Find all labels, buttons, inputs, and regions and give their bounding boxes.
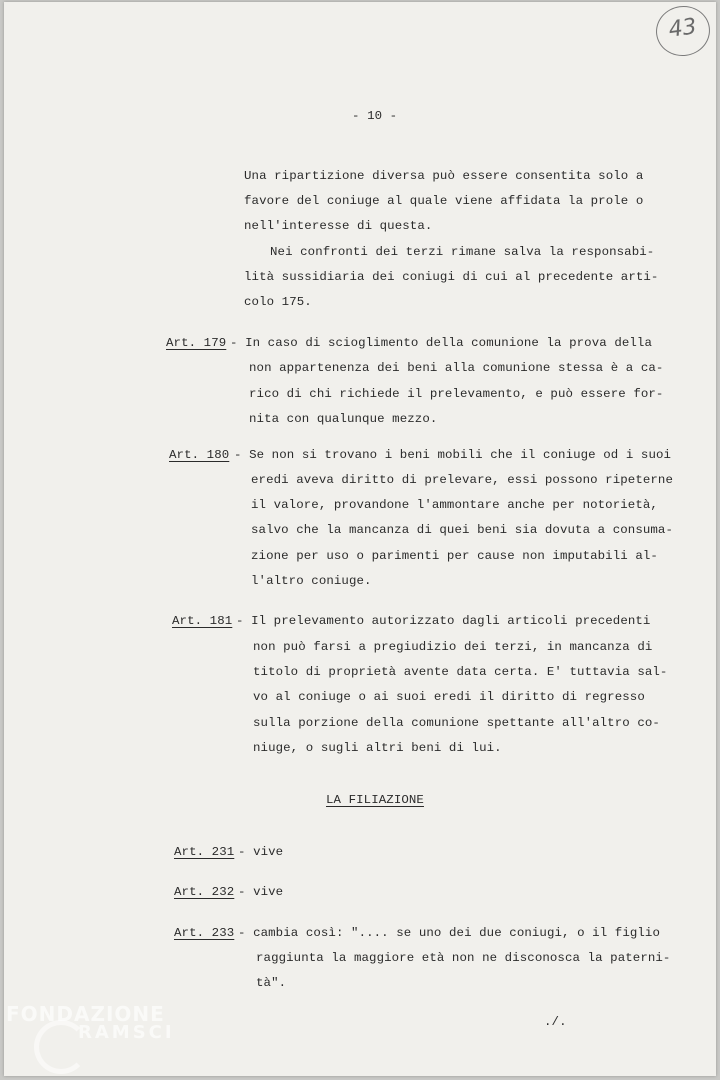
article-line: tà".: [256, 976, 287, 990]
watermark-line1: FONDAZIONE: [6, 1002, 165, 1026]
article-line: non appartenenza dei beni alla comunione stessa è a ca-: [249, 361, 664, 375]
section-title: LA FILIAZIONE: [326, 793, 424, 807]
continuation-mark: ./.: [544, 1015, 567, 1029]
article-line: non può farsi a pregiudizio dei terzi, in mancanza di: [253, 640, 653, 654]
article-line: salvo che la mancanza di quei beni sia dovuta a consuma-: [251, 523, 673, 537]
article-line: zione per uso o parimenti per cause non imputabili al-: [251, 549, 658, 563]
article-line: eredi aveva diritto di prelevare, essi possono ripeterne: [251, 473, 673, 487]
article-line: l'altro coniuge.: [251, 574, 372, 588]
intro-line: Nei confronti dei terzi rimane salva la responsabi-: [270, 245, 655, 259]
watermark-logo: [6, 1002, 186, 1076]
article-label: Art. 233: [174, 926, 235, 940]
intro-line: lità sussidiaria dei coniugi di cui al precedente arti-: [244, 270, 659, 284]
intro-line: favore del coniuge al quale viene affidata la prole o: [244, 194, 644, 208]
archive-stamp: [653, 2, 713, 59]
intro-line: nell'interesse di questa.: [244, 219, 433, 233]
article-line: niuge, o sugli altri beni di lui.: [253, 741, 502, 755]
article-line: - cambia così: ".... se uno dei due coniugi, o il figlio: [238, 926, 660, 940]
watermark-line2: RAMSCI: [78, 1022, 175, 1043]
article-line: rico di chi richiede il prelevamento, e può essere for-: [249, 387, 664, 401]
article-line: titolo di proprietà avente data certa. E' tuttavia sal-: [253, 665, 668, 679]
intro-line: colo 175.: [244, 295, 312, 309]
article-line: - Se non si trovano i beni mobili che il coniuge od i suoi: [234, 448, 672, 462]
article-line: - vive: [238, 845, 284, 859]
article-line: raggiunta la maggiore età non ne disconosca la paterni-: [256, 951, 671, 965]
page-number: - 10 -: [352, 109, 398, 123]
stamp-number: 43: [667, 14, 699, 43]
document-page: [4, 2, 716, 1076]
article-line: - In caso di scioglimento della comunione la prova della: [230, 336, 652, 350]
article-line: - vive: [238, 885, 284, 899]
article-line: nita con qualunque mezzo.: [249, 412, 438, 426]
article-line: il valore, provandone l'ammontare anche per notorietà,: [251, 498, 658, 512]
article-label: Art. 232: [174, 885, 235, 899]
article-line: sulla porzione della comunione spettante all'altro co-: [253, 716, 660, 730]
intro-line: Una ripartizione diversa può essere consentita solo a: [244, 169, 644, 183]
article-label: Art. 231: [174, 845, 235, 859]
article-line: - Il prelevamento autorizzato dagli articoli precedenti: [236, 614, 651, 628]
article-label: Art. 181: [172, 614, 233, 628]
article-label: Art. 180: [169, 448, 230, 462]
article-line: vo al coniuge o ai suoi eredi il diritto di regresso: [253, 690, 645, 704]
article-label: Art. 179: [166, 336, 227, 350]
